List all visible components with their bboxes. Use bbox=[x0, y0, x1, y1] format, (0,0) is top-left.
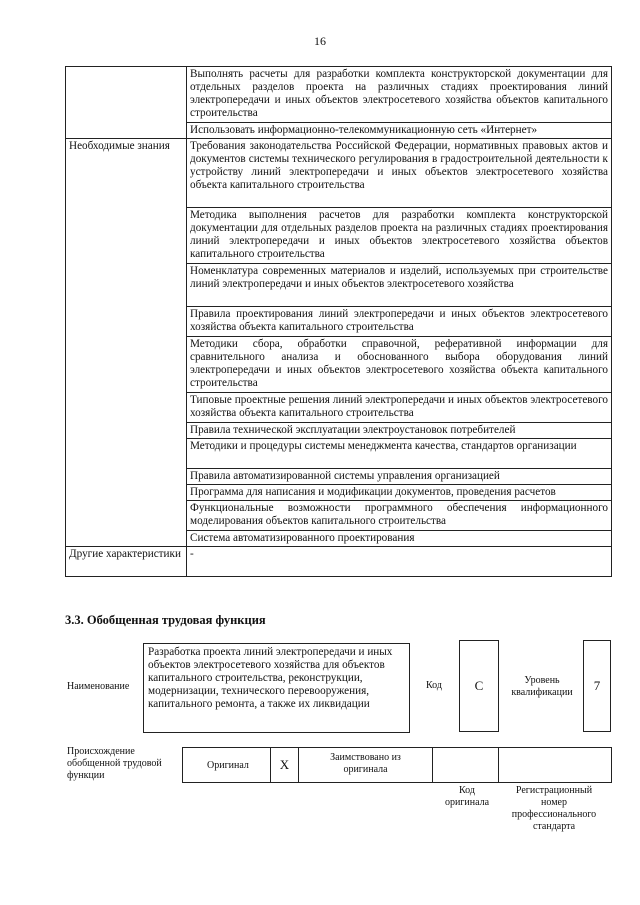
knowledge-item: Правила автоматизированной системы управления организацией bbox=[187, 469, 612, 485]
code-label: Код bbox=[426, 680, 442, 691]
origin-row bbox=[182, 747, 612, 783]
knowledge-item: Правила технической эксплуатации электроустановок потребителей bbox=[187, 423, 612, 439]
knowledge-item: Номенклатура современных материалов и изделий, используемых при строительстве линий электропередачи и иных объектов электросетевого хозяйства bbox=[187, 264, 612, 307]
knowledge-item: Методика выполнения расчетов для разработки комплекта конструкторской документации для отдельных разделов проекта на различных стадиях проектирования линий электропередачи и иных объектов электросетевого хозяйства объектов капитального строительства bbox=[187, 208, 612, 264]
original-cell bbox=[183, 748, 271, 782]
knowledge-table bbox=[65, 66, 612, 577]
knowledge-item: Методики и процедуры системы менеджмента качества, стандартов организации bbox=[187, 439, 612, 469]
skill-cell: Использовать информационно-телекоммуникационную сеть «Интернет» bbox=[187, 123, 612, 139]
skill-cell: Выполнять расчеты для разработки комплекта конструкторской документации для отдельных разделов проекта на различных стадиях проектирования линий электропередачи и иных объектов электросетевого хозяйства объектов капитального строительства bbox=[187, 67, 612, 123]
code-original-label: Код оригинала bbox=[444, 785, 490, 808]
knowledge-label: Необходимые знания bbox=[66, 139, 187, 547]
knowledge-item: Типовые проектные решения линий электропередачи и иных объектов электросетевого хозяйства объекта капитального строительства bbox=[187, 393, 612, 423]
name-label: Наименование bbox=[67, 681, 130, 692]
original-label: Оригинал bbox=[207, 759, 249, 771]
table-row bbox=[66, 139, 612, 208]
level-value: 7 bbox=[583, 640, 611, 732]
original-mark: X bbox=[279, 757, 290, 772]
original-mark-cell bbox=[271, 748, 299, 782]
table-row bbox=[66, 547, 612, 577]
knowledge-item: Правила проектирования линий электропередачи и иных объектов электросетевого хозяйства объекта капитального строительства bbox=[187, 307, 612, 337]
reg-number-label: Регистрационный номер профессионального стандарта bbox=[511, 785, 597, 832]
table-row bbox=[66, 67, 612, 123]
other-value: - bbox=[187, 547, 612, 577]
knowledge-item: Требования законодательства Российской Федерации, нормативных правовых актов и документов системы технического регулирования в градостроительной деятельности к устройству линий электропередачи и иных объектов электросетевого хозяйства объекта капитального строительства bbox=[187, 139, 612, 208]
other-label: Другие характеристики bbox=[66, 547, 187, 577]
borrowed-cell bbox=[299, 748, 433, 782]
knowledge-item: Программа для написания и модификации документов, проведения расчетов bbox=[187, 485, 612, 501]
origin-label: Происхождение обобщенной трудовой функции bbox=[67, 746, 162, 781]
knowledge-item: Система автоматизированного проектирования bbox=[187, 531, 612, 547]
reg-number-cell bbox=[499, 748, 613, 782]
empty-label-cell bbox=[66, 67, 187, 139]
section-title: 3.3. Обобщенная трудовая функция bbox=[65, 613, 266, 627]
knowledge-item: Методики сбора, обработки справочной, реферативной информации для сравнительного анализа и обоснованного выбора оборудования линий электропередачи и иных объектов электросетевого хозяйства объекта капитального строительства bbox=[187, 337, 612, 393]
function-name-box: Разработка проекта линий электропередачи и иных объектов электросетевого хозяйства для объектов капитального строительства, реконструкции, модернизации, технического перевооружения, капитального ремонта, а также их ликвидации bbox=[143, 643, 410, 733]
code-value: C bbox=[459, 640, 499, 732]
level-label: Уровень квалификации bbox=[511, 675, 573, 698]
page-number: 16 bbox=[314, 34, 326, 48]
knowledge-item: Функциональные возможности программного обеспечения информационного моделирования объектов капитального строительства bbox=[187, 501, 612, 531]
code-original-cell bbox=[433, 748, 499, 782]
borrowed-label: Заимствовано из оригинала bbox=[330, 752, 401, 775]
